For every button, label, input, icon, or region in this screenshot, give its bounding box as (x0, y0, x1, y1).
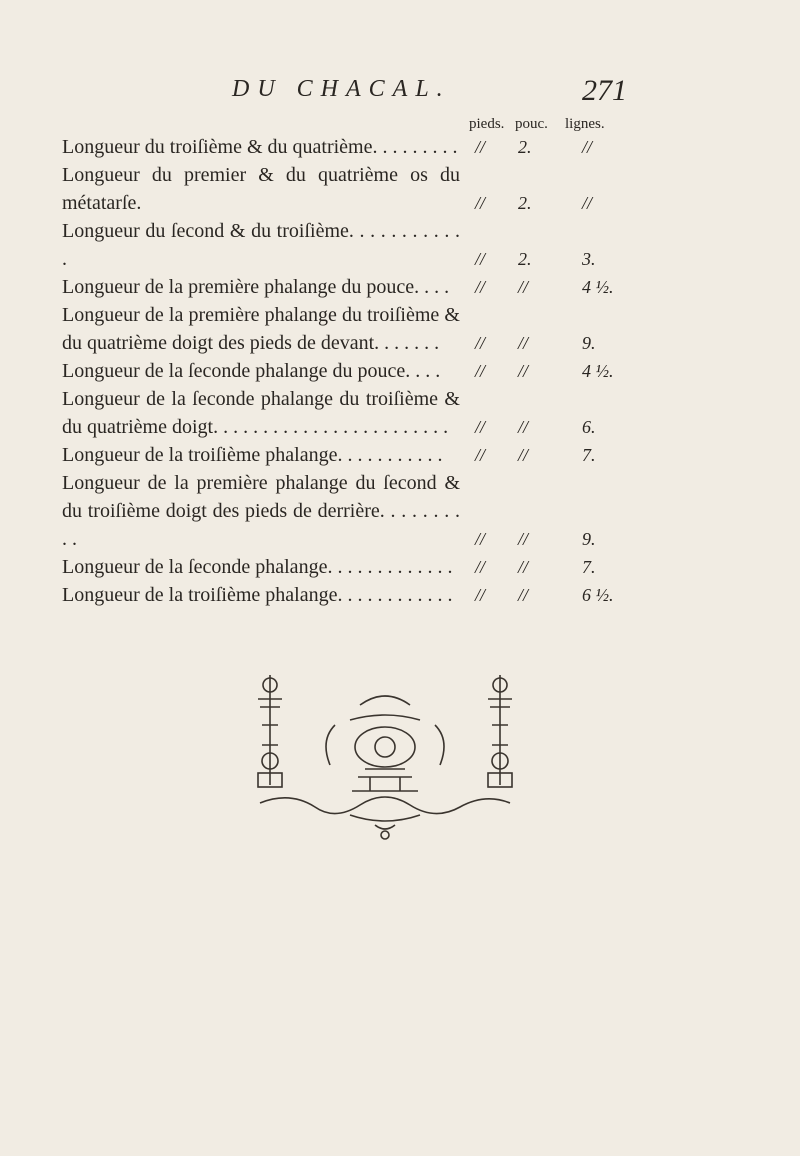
entry-label: Longueur de la troiſième phalange. . . . . . . . . . . . (62, 584, 453, 606)
value-lignes: 9. (582, 529, 596, 549)
value-pieds: // (475, 417, 486, 437)
value-pieds: // (475, 277, 486, 297)
value-pouc: // (518, 529, 529, 549)
value-pouc: // (518, 585, 529, 605)
value-lignes: 7. (582, 445, 596, 465)
floral-vignette-icon (240, 665, 530, 845)
value-lignes: 6. (582, 417, 596, 437)
value-lignes: 9. (582, 333, 596, 353)
value-pouc: // (518, 445, 529, 465)
entry-label: Longueur du troiſième & du quatrième. . . . . . . . . (62, 136, 458, 158)
value-pouc: // (518, 277, 529, 297)
col-header-pieds: pieds. (469, 116, 505, 132)
value-pouc: // (518, 557, 529, 577)
value-pieds: // (475, 361, 486, 381)
col-header-pouc: pouc. (515, 116, 548, 132)
value-lignes: 4 ½. (582, 361, 614, 381)
entry-label: Longueur de la ſeconde phalange. . . . . . . . . . . . . (62, 556, 453, 578)
value-pouc: 2. (518, 193, 532, 213)
value-lignes: // (582, 193, 593, 213)
entry-label: Longueur de la première phalange du ſecond & du troiſième doigt des pieds de derrière. . . . . . . . . . (62, 472, 460, 550)
entry-label: Longueur de la première phalange du pouce. . . . (62, 276, 450, 298)
value-pieds: // (475, 529, 486, 549)
value-pouc: // (518, 333, 529, 353)
value-pouc: // (518, 417, 529, 437)
value-pieds: // (475, 585, 486, 605)
value-pouc: // (518, 361, 529, 381)
value-pieds: // (475, 557, 486, 577)
entry-label: Longueur du premier & du quatrième os du métatarſe. (62, 164, 460, 214)
page-number: 271 (582, 74, 627, 107)
table-row (62, 385, 602, 441)
value-lignes: // (582, 137, 593, 157)
table-row (62, 553, 602, 581)
table-row (62, 581, 614, 609)
value-lignes: 3. (582, 249, 596, 269)
value-pouc: 2. (518, 249, 532, 269)
entry-label: Longueur de la troiſième phalange. . . . . . . . . . . (62, 444, 443, 466)
entry-label: Longueur de la ſeconde phalange du pouce. . . . (62, 360, 441, 382)
entry-label: Longueur de la ſeconde phalange du troiſième & du quatrième doigt. . . . . . . . . . . . . . . . . . . . . . . . (62, 388, 460, 438)
entry-label: Longueur de la première phalange du troiſième & du quatrième doigt des pieds de devant. . . . . . . (62, 304, 460, 354)
value-pieds: // (475, 333, 486, 353)
table-row (62, 469, 602, 553)
table-row (62, 441, 602, 469)
value-lignes: 6 ½. (582, 585, 614, 605)
value-lignes: 4 ½. (582, 277, 614, 297)
table-row (62, 133, 602, 161)
table-row (62, 161, 602, 217)
col-header-lignes: lignes. (565, 116, 605, 132)
entry-label: Longueur du ſecond & du troiſième. . . . . . . . . . . . (62, 220, 460, 270)
value-pieds: // (475, 445, 486, 465)
value-pieds: // (475, 193, 486, 213)
table-row (62, 217, 602, 273)
value-pieds: // (475, 249, 486, 269)
table-row (62, 357, 614, 385)
value-pouc: 2. (518, 137, 532, 157)
running-title: DU CHACAL. (232, 76, 451, 102)
measurement-table (62, 133, 614, 609)
value-lignes: 7. (582, 557, 596, 577)
table-row (62, 273, 614, 301)
value-pieds: // (475, 137, 486, 157)
table-row (62, 301, 602, 357)
